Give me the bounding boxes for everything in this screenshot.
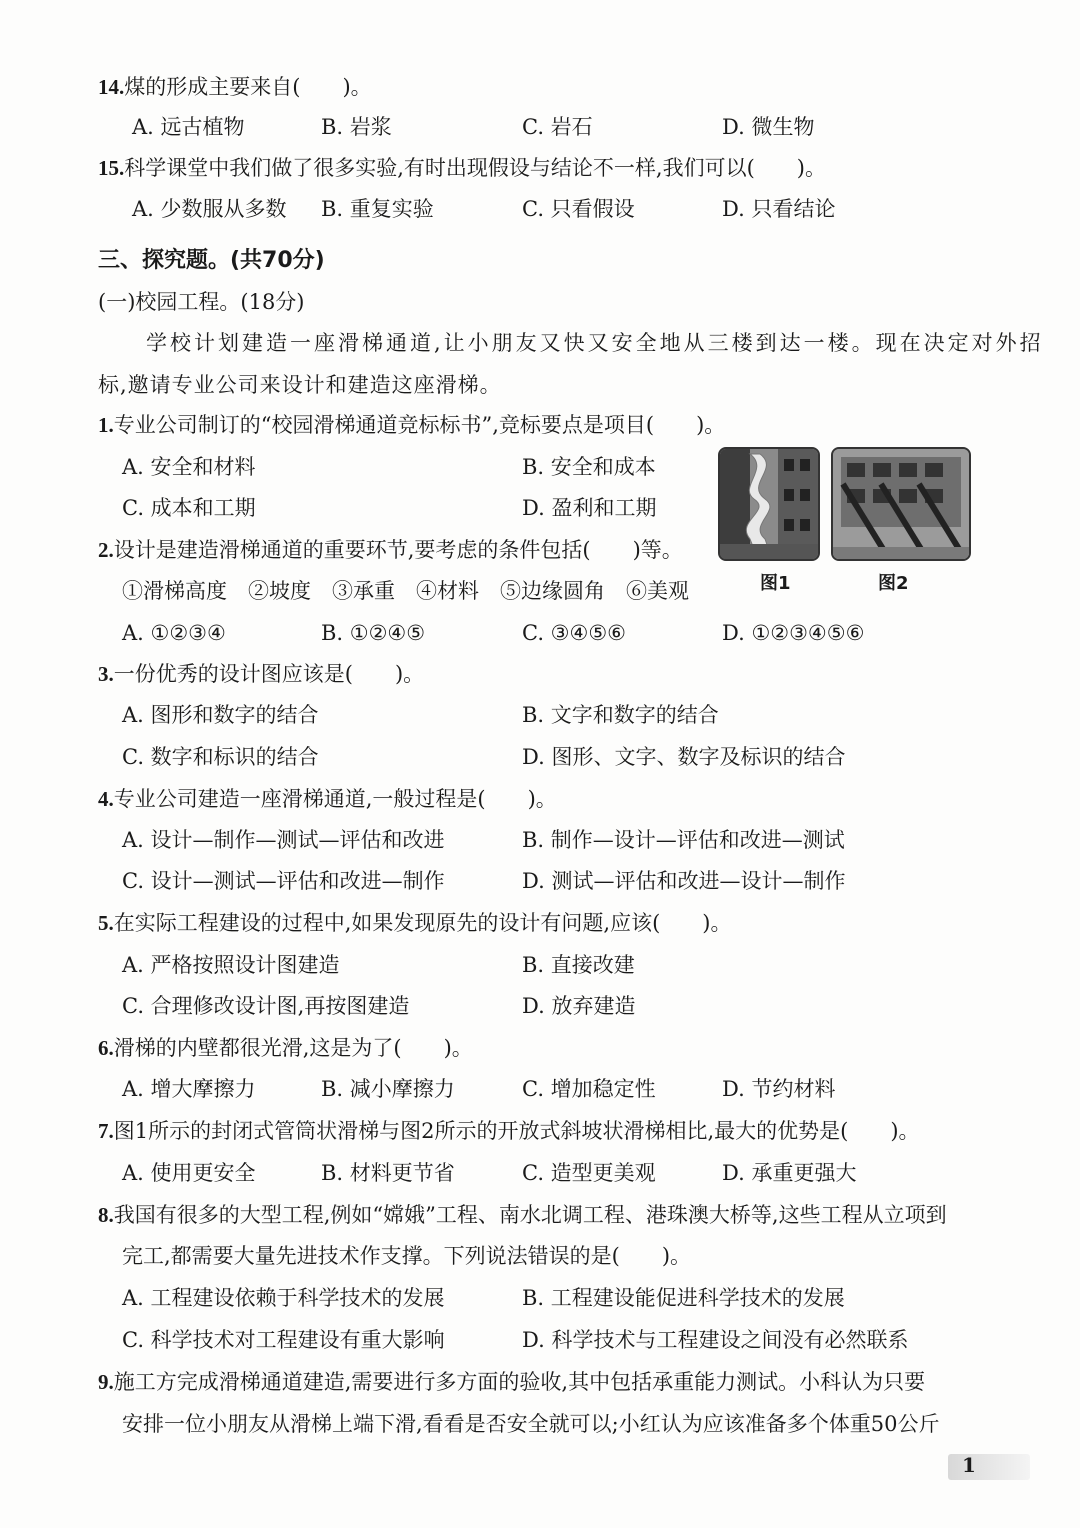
option-a: A. 少数服从多数 bbox=[132, 197, 287, 221]
option-c: C. 只看假设 bbox=[522, 197, 635, 221]
question-number: 7. bbox=[98, 1119, 114, 1143]
option-a: A. 安全和材料 bbox=[122, 455, 256, 479]
option-a: A. ①②③④ bbox=[122, 621, 226, 645]
question-stem: 图1所示的封闭式管筒状滑梯与图2所示的开放式斜坡状滑梯相比,最大的优势是( )。 bbox=[113, 1119, 920, 1143]
question-stem: 科学课堂中我们做了很多实验,有时出现假设与结论不一样,我们可以( )。 bbox=[124, 156, 826, 180]
option-b: B. 重复实验 bbox=[321, 197, 434, 221]
question-5 bbox=[98, 908, 731, 938]
option-b: B. 岩浆 bbox=[321, 115, 392, 139]
option-d: D. 承重更强大 bbox=[722, 1161, 857, 1185]
question-14 bbox=[98, 72, 372, 102]
question-stem: 煤的形成主要来自( )。 bbox=[124, 75, 372, 99]
ramp-slide-image bbox=[833, 449, 969, 559]
option-c: C. 岩石 bbox=[522, 115, 593, 139]
option-d: D. 放弃建造 bbox=[522, 994, 636, 1018]
option-d: D. 图形、文字、数字及标识的结合 bbox=[522, 745, 846, 769]
question-stem: 专业公司建造一座滑梯通道,一般过程是( )。 bbox=[113, 787, 557, 811]
option-c: C. 数字和标识的结合 bbox=[122, 745, 319, 769]
option-a: A. 使用更安全 bbox=[122, 1161, 256, 1185]
question-number: 6. bbox=[98, 1036, 114, 1060]
option-b: B. 安全和成本 bbox=[522, 455, 656, 479]
question-8 bbox=[98, 1200, 947, 1230]
intro-paragraph-line-1: 学校计划建造一座滑梯通道,让小朋友又快又安全地从三楼到达一楼。现在决定对外招 bbox=[146, 331, 1044, 355]
question-number: 8. bbox=[98, 1203, 114, 1227]
option-b: B. ①②④⑤ bbox=[321, 621, 426, 645]
question-number: 3. bbox=[98, 662, 114, 686]
option-c: C. 合理修改设计图,再按图建造 bbox=[122, 994, 410, 1018]
option-c: C. 造型更美观 bbox=[522, 1161, 656, 1185]
question-stem: 我国有很多的大型工程,例如“嫦娥”工程、南水北调工程、港珠澳大桥等,这些工程从立项到 bbox=[113, 1203, 947, 1227]
figure-2-photo bbox=[831, 447, 971, 561]
option-d: D. 盈利和工期 bbox=[522, 496, 657, 520]
option-a: A. 严格按照设计图建造 bbox=[122, 953, 340, 977]
question-stem-continued: 完工,都需要大量先进技术作支撑。下列说法错误的是( )。 bbox=[122, 1244, 692, 1268]
question-4 bbox=[98, 784, 557, 814]
option-c: C. 科学技术对工程建设有重大影响 bbox=[122, 1328, 445, 1352]
question-stem: 滑梯的内壁都很光滑,这是为了( )。 bbox=[113, 1036, 473, 1060]
option-a: A. 工程建设依赖于科学技术的发展 bbox=[122, 1286, 445, 1310]
figure-1-photo bbox=[718, 447, 820, 561]
option-c: C. 增加稳定性 bbox=[522, 1077, 656, 1101]
part-title: (一)校园工程。(18分) bbox=[98, 290, 305, 314]
option-c: C. 设计—测试—评估和改进—制作 bbox=[122, 869, 445, 893]
question-stem: 在实际工程建设的过程中,如果发现原先的设计有问题,应该( )。 bbox=[113, 911, 732, 935]
question-3 bbox=[98, 659, 424, 689]
question-number: 4. bbox=[98, 787, 114, 811]
question-stem: 专业公司制订的“校园滑梯通道竞标标书”,竞标要点是项目( )。 bbox=[113, 413, 726, 437]
option-a: A. 增大摩擦力 bbox=[122, 1077, 256, 1101]
option-d: D. 微生物 bbox=[722, 115, 815, 139]
option-b: B. 制作—设计—评估和改进—测试 bbox=[522, 828, 845, 852]
question-stem: 施工方完成滑梯通道建造,需要进行多方面的验收,其中包括承重能力测试。小科认为只要 bbox=[113, 1370, 926, 1394]
question-number: 2. bbox=[98, 538, 114, 562]
figure-1-caption: 图1 bbox=[760, 573, 791, 594]
tube-slide-image bbox=[720, 449, 818, 559]
condition-list: ①滑梯高度 ②坡度 ③承重 ④材料 ⑤边缘圆角 ⑥美观 bbox=[122, 579, 689, 603]
option-b: B. 文字和数字的结合 bbox=[522, 703, 719, 727]
question-number: 5. bbox=[98, 911, 114, 935]
question-6 bbox=[98, 1033, 473, 1063]
question-number: 14. bbox=[98, 75, 125, 99]
question-9 bbox=[98, 1367, 925, 1397]
option-b: B. 工程建设能促进科学技术的发展 bbox=[522, 1286, 845, 1310]
option-d: D. 节约材料 bbox=[722, 1077, 836, 1101]
question-stem: 一份优秀的设计图应该是( )。 bbox=[113, 662, 425, 686]
question-15 bbox=[98, 153, 826, 183]
option-d: D. ①②③④⑤⑥ bbox=[722, 621, 865, 645]
question-number: 15. bbox=[98, 156, 125, 180]
question-2 bbox=[98, 535, 683, 565]
question-stem-continued: 安排一位小朋友从滑梯上端下滑,看看是否安全就可以;小红认为应该准备多个体重50公斤 bbox=[122, 1412, 940, 1436]
question-number: 1. bbox=[98, 413, 114, 437]
option-d: D. 只看结论 bbox=[722, 197, 836, 221]
page-number: 1 bbox=[962, 1453, 976, 1477]
option-a: A. 设计—制作—测试—评估和改进 bbox=[122, 828, 445, 852]
question-number: 9. bbox=[98, 1370, 114, 1394]
option-a: A. 图形和数字的结合 bbox=[122, 703, 319, 727]
question-1 bbox=[98, 410, 725, 440]
option-d: D. 测试—评估和改进—设计—制作 bbox=[522, 869, 846, 893]
option-b: B. 直接改建 bbox=[522, 953, 635, 977]
figure-2-caption: 图2 bbox=[878, 573, 909, 594]
question-7 bbox=[98, 1116, 920, 1146]
question-stem: 设计是建造滑梯通道的重要环节,要考虑的条件包括( )等。 bbox=[113, 538, 683, 562]
page-number-box bbox=[948, 1454, 1030, 1480]
option-b: B. 材料更节省 bbox=[321, 1161, 455, 1185]
section-title: 三、探究题。(共70分) bbox=[98, 248, 325, 273]
option-a: A. 远古植物 bbox=[132, 115, 245, 139]
option-c: C. 成本和工期 bbox=[122, 496, 256, 520]
option-b: B. 减小摩擦力 bbox=[321, 1077, 455, 1101]
option-d: D. 科学技术与工程建设之间没有必然联系 bbox=[522, 1328, 909, 1352]
option-c: C. ③④⑤⑥ bbox=[522, 621, 626, 645]
intro-paragraph-line-2: 标,邀请专业公司来设计和建造这座滑梯。 bbox=[98, 373, 502, 397]
